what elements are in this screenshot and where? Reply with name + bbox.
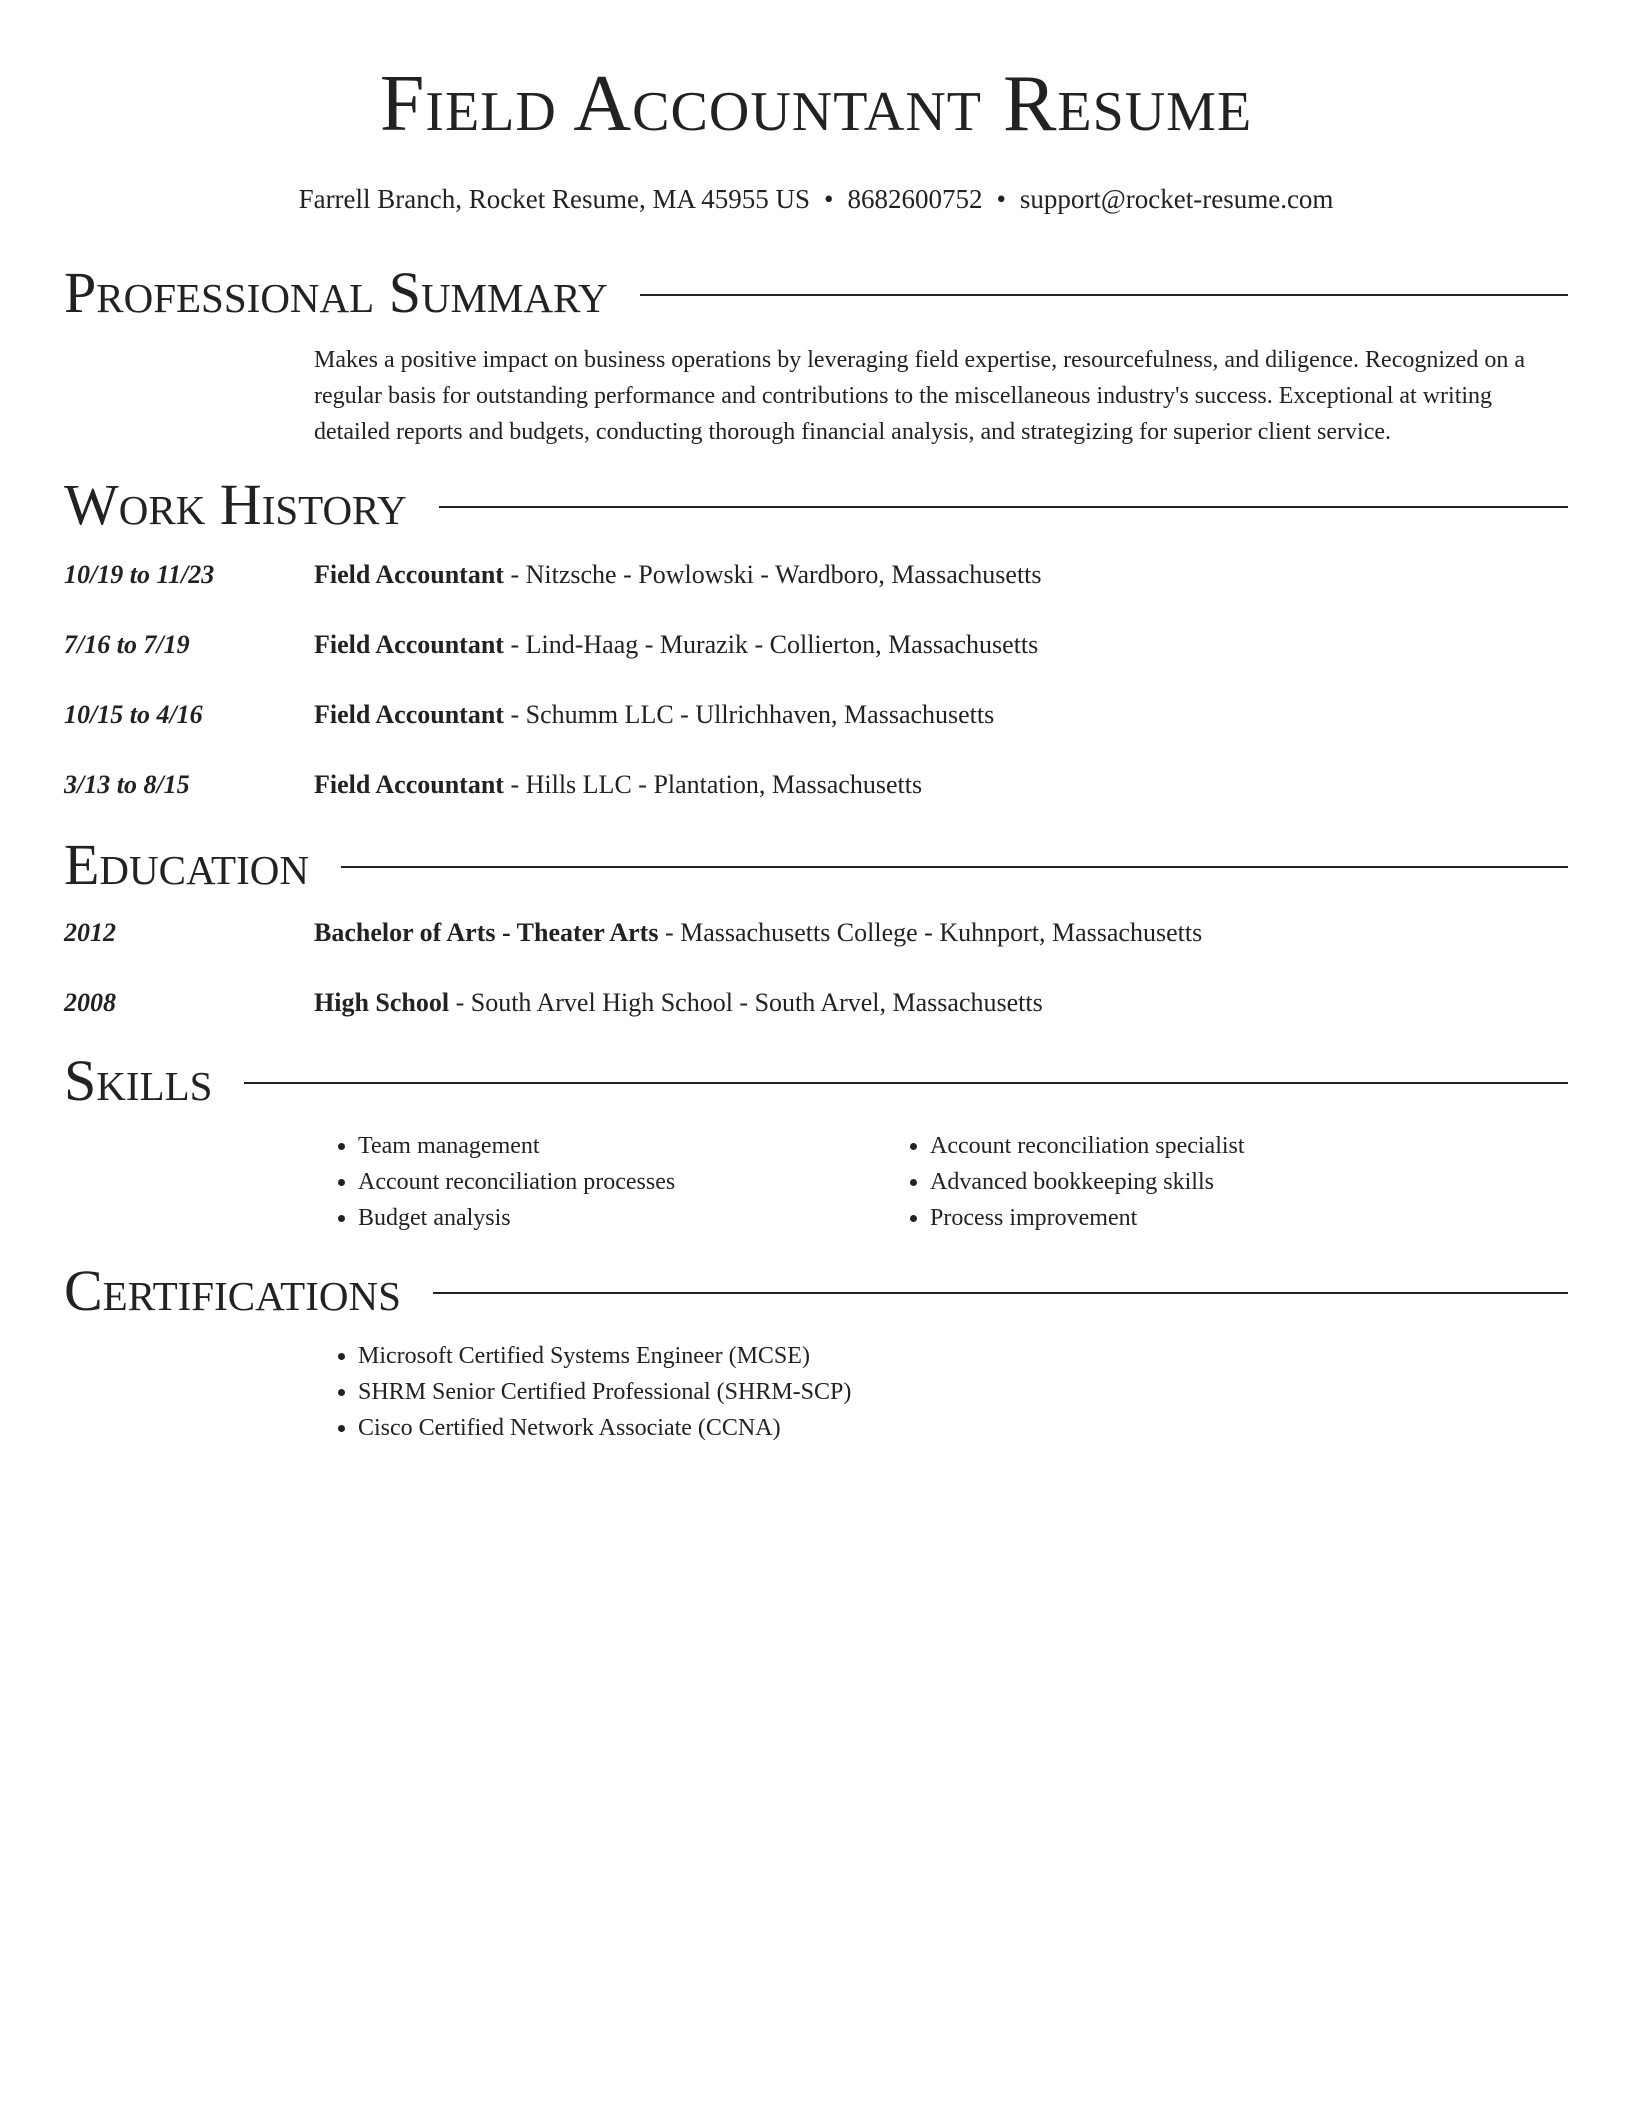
education-description <box>314 986 1043 1020</box>
work-employer: - Lind-Haag - Murazik - Collierton, Massachusetts <box>503 630 1039 659</box>
skill-item: • Budget analysis <box>358 1200 886 1236</box>
section-divider <box>640 294 1568 296</box>
work-dates: 10/19 to 11/23 <box>64 560 215 589</box>
certifications-section-header <box>64 1258 1568 1324</box>
skills-heading: Skills <box>64 1048 213 1113</box>
education-year: 2012 <box>64 918 116 947</box>
skill-item: • Account reconciliation processes <box>358 1164 886 1200</box>
education-degree: High School <box>314 988 450 1017</box>
work-description <box>314 698 994 732</box>
work-role: Field Accountant <box>314 560 504 589</box>
education-degree: Bachelor of Arts - Theater Arts <box>314 918 659 947</box>
skills-column-left <box>314 1128 886 1236</box>
work-role: Field Accountant <box>314 630 504 659</box>
education-year: 2008 <box>64 988 116 1017</box>
certifications-items <box>314 1338 1568 1446</box>
resume-title: Field Accountant Resume <box>379 60 1253 148</box>
skills-section-header <box>64 1048 1568 1114</box>
skills-list <box>314 1128 1568 1236</box>
summary-text: Makes a positive impact on business operations by leveraging field expertise, resourcefulness, and diligence. Recognized on a regular basis for outstanding performance and contributions to the miscellaneous industry's success. Exceptional at writing detailed reports and budgets, conducting thorough financial analysis, and strategizing for superior client service. <box>314 347 1525 445</box>
work-list <box>64 558 1568 802</box>
section-divider <box>433 1292 1568 1294</box>
skills-column-right <box>886 1128 1458 1236</box>
section-divider <box>341 866 1568 868</box>
work-entry <box>64 628 1568 662</box>
work-employer: - Hills LLC - Plantation, Massachusetts <box>503 770 923 799</box>
skill-item: • Process improvement <box>930 1200 1458 1236</box>
work-dates: 7/16 to 7/19 <box>64 630 190 659</box>
contact-email: support@rocket-resume.com <box>1019 184 1334 214</box>
contact-phone: 8682600752 <box>847 184 983 214</box>
education-school: - Massachusetts College - Kuhnport, Massachusetts <box>658 918 1203 947</box>
work-entry <box>64 558 1568 592</box>
work-employer: - Nitzsche - Powlowski - Wardboro, Massachusetts <box>503 560 1042 589</box>
section-divider <box>439 506 1568 508</box>
work-entry <box>64 698 1568 732</box>
education-entry <box>64 986 1568 1020</box>
work-employer: - Schumm LLC - Ullrichhaven, Massachusetts <box>503 700 995 729</box>
certifications-list <box>314 1338 1568 1446</box>
summary-section-header <box>64 260 1568 326</box>
skill-item: • Advanced bookkeeping skills <box>930 1164 1458 1200</box>
work-section-header <box>64 472 1568 538</box>
work-heading: Work History <box>64 472 407 537</box>
education-description <box>314 916 1202 950</box>
certification-item: • Cisco Certified Network Associate (CCNA) <box>358 1410 1568 1446</box>
contact-line <box>64 182 1568 216</box>
certifications-heading: Certifications <box>64 1258 401 1323</box>
certification-item: • SHRM Senior Certified Professional (SHRM-SCP) <box>358 1374 1568 1410</box>
summary-heading: Professional Summary <box>64 260 608 325</box>
education-heading: Education <box>64 832 309 897</box>
work-entry <box>64 768 1568 802</box>
certification-item: • Microsoft Certified Systems Engineer (MCSE) <box>358 1338 1568 1374</box>
education-entry <box>64 916 1568 950</box>
contact-separator: • <box>824 184 834 214</box>
work-description <box>314 628 1038 662</box>
skill-item: • Account reconciliation specialist <box>930 1128 1458 1164</box>
education-section-header <box>64 832 1568 898</box>
section-divider <box>244 1082 1568 1084</box>
education-school: - South Arvel High School - South Arvel, Massachusetts <box>449 988 1043 1017</box>
work-role: Field Accountant <box>314 770 504 799</box>
work-dates: 3/13 to 8/15 <box>64 770 190 799</box>
work-description <box>314 768 922 802</box>
work-description <box>314 558 1042 592</box>
work-role: Field Accountant <box>314 700 504 729</box>
work-dates: 10/15 to 4/16 <box>64 700 203 729</box>
contact-address: Farrell Branch, Rocket Resume, MA 45955 US <box>298 184 810 214</box>
skill-item: • Team management <box>358 1128 886 1164</box>
contact-separator: • <box>996 184 1006 214</box>
education-list <box>64 916 1568 1020</box>
